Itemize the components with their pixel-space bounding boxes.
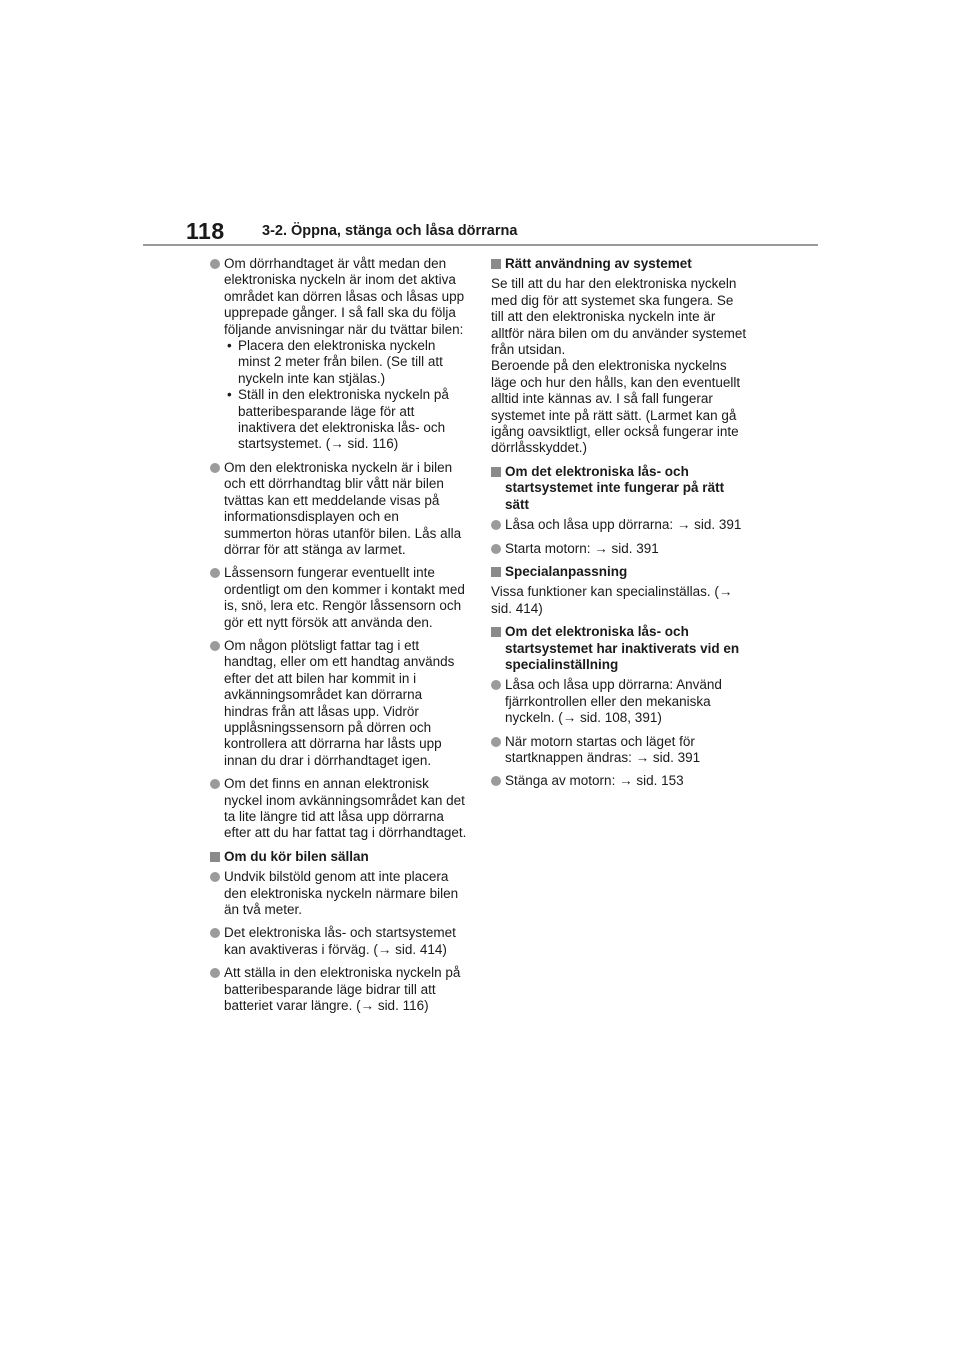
bullet-dot-icon (491, 680, 501, 690)
bullet-text: Stänga av motorn: → sid. 153 (505, 773, 684, 789)
heading-text: Om det elektroniska lås- och startsystemet inte fungerar på rätt sätt (505, 463, 725, 512)
section-heading (210, 849, 468, 865)
bullet-dot-icon (491, 776, 501, 786)
list-item (491, 734, 749, 767)
bullet-text: Om någon plötsligt fattar tag i ett handtag, eller om ett handtag används efter det att bilen har kommit in i avkänningsområdet kan dörrarna hindras från att låsas upp. Vidrör upplåsningssensorn på dörren och kontrollera att dörrarna har låsts upp innan du drar i dörrhandtaget igen. (224, 637, 455, 768)
heading-square-icon (210, 852, 220, 862)
section-heading (491, 256, 749, 272)
bullet-dot-icon (491, 520, 501, 530)
list-item (491, 541, 749, 557)
list-item (210, 776, 468, 842)
sub-list-item: • Placera den elektroniska nyckeln minst 2 meter från bilen. (Se till att nyckeln inte kan stjälas.) (224, 338, 468, 387)
heading-square-icon (491, 467, 501, 477)
bullet-text: Om dörrhandtaget är vått medan den elektroniska nyckeln är inom det aktiva området kan dörren låsas och låsas upp upprepade gånger. I så fall ska du följa följande anvisningar när du tvättar bilen: (224, 256, 465, 337)
heading-text: Om du kör bilen sällan (224, 848, 369, 864)
list-item (491, 517, 749, 533)
paragraph: Vissa funktioner kan specialinställas. (→ sid. 414) (491, 584, 733, 616)
list-item (491, 677, 749, 726)
heading-square-icon (491, 259, 501, 269)
list-item (210, 869, 468, 918)
bullet-text: Att ställa in den elektroniska nyckeln på batteribesparande läge bidrar till att batteriet varar längre. (→ sid. 116) (224, 965, 461, 1014)
bullet-text: Det elektroniska lås- och startsystemet kan avaktiveras i förväg. (→ sid. 414) (224, 925, 456, 957)
bullet-dot-icon (491, 737, 501, 747)
list-item (210, 460, 468, 558)
bullet-text: Om den elektroniska nyckeln är i bilen och ett dörrhandtag blir vått när bilen tvättas kan ett meddelande visas på informationsdisplayen och en summerton höras utanför bilen. Lås alla dörrar för att stänga av larmet. (224, 459, 462, 557)
chapter-title: 3-2. Öppna, stänga och låsa dörrarna (262, 223, 518, 239)
bullet-dot-icon (210, 928, 220, 938)
list-item (210, 256, 468, 453)
bullet-dot-icon (210, 463, 220, 473)
bullet-text: Låsa och låsa upp dörrarna: → sid. 391 (505, 517, 742, 533)
bullet-dot-icon (210, 568, 220, 578)
bullet-text: Låssensorn fungerar eventuellt inte ordentligt om den kommer i kontakt med is, snö, lera etc. Rengör låssensorn och gör ett nytt försök att använda den. (224, 565, 465, 630)
paragraph (491, 276, 749, 456)
bullet-dot-icon (210, 872, 220, 882)
list-item (210, 965, 468, 1014)
bullet-text: Om det finns en annan elektronisk nyckel inom avkänningsområdet kan det ta lite längre tid att låsa upp dörrarna efter att du har fattat tag i dörrhandtaget. (224, 776, 467, 841)
bullet-text: Starta motorn: → sid. 391 (505, 540, 659, 556)
heading-text: Specialanpassning (505, 563, 628, 579)
list-item (210, 565, 468, 631)
bullet-dot-icon (491, 544, 501, 554)
page-header (186, 216, 517, 246)
bullet-text: Låsa och låsa upp dörrarna: Använd fjärrkontrollen eller den mekaniska nyckeln. (→ sid. 108, 391) (505, 677, 722, 726)
heading-text: Om det elektroniska lås- och startsystemet har inaktiverats vid en specialinställning (505, 624, 740, 672)
heading-text: Rätt användning av systemet (505, 256, 692, 271)
header-rule (143, 244, 818, 246)
heading-square-icon (491, 567, 501, 577)
bullet-dot-icon (210, 259, 220, 269)
right-column (491, 256, 749, 797)
bullet-text: Undvik bilstöld genom att inte placera den elektroniska nyckeln närmare bilen än två meter. (224, 869, 459, 918)
sub-list-item: • Ställ in den elektroniska nyckeln på batteribesparande läge för att inaktivera det elektroniska lås- och startsystemet. (→ sid. 116) (224, 387, 468, 453)
paragraph-text: Beroende på den elektroniska nyckelns läge och hur den hålls, kan den eventuellt alltid inte kännas av. I så fall fungerar systemet inte på rätt sätt. (Larmet kan gå igång oavsiktligt, eller också fungerar inte dörrlåsskyddet.) (491, 358, 741, 456)
bullet-dot-icon (210, 641, 220, 651)
bullet-text: När motorn startas och läget för startknappen ändras: → sid. 391 (505, 733, 701, 765)
section-heading (491, 464, 749, 513)
heading-square-icon (491, 627, 501, 637)
paragraph-text: Se till att du har den elektroniska nyckeln med dig för att systemet ska fungera. Se till att den elektroniska nyckeln inte är alltför nära bilen om du använder systemet från utsidan. (491, 276, 747, 358)
bullet-dot-icon (210, 968, 220, 978)
section-heading (491, 564, 749, 580)
list-item (210, 638, 468, 769)
list-item (491, 773, 749, 789)
bullet-dot-icon (210, 779, 220, 789)
page-number: 118 (186, 217, 225, 244)
section-heading (491, 624, 749, 673)
left-column (210, 256, 468, 1021)
list-item (210, 925, 468, 958)
